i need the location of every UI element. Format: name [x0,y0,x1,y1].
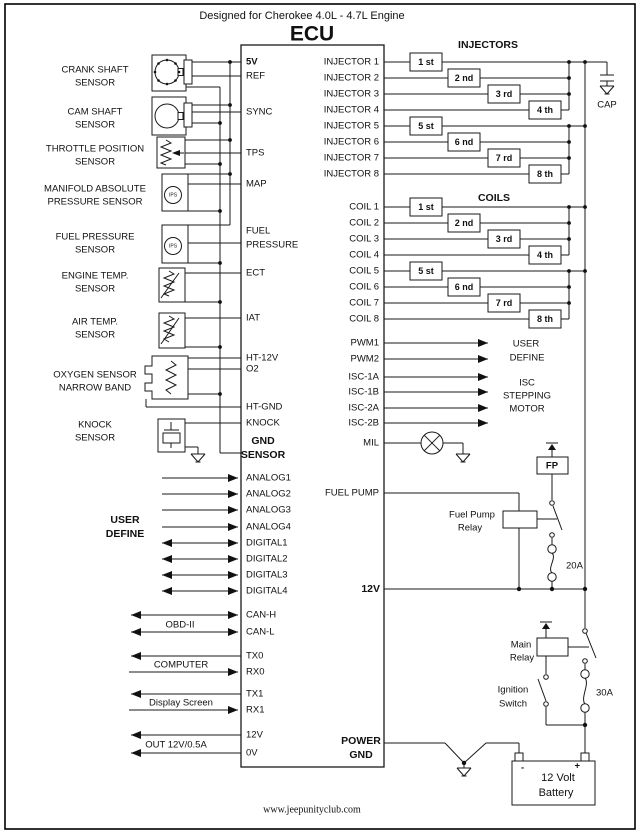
crank-shaft-sensor-icon [152,55,192,91]
ecu-left-pin: DIGITAL4 [246,585,288,597]
sensor-label: SENSOR [74,283,116,295]
isc-motor-label: STEPPING [502,390,552,402]
air-temp-sensor-icon [159,313,185,348]
sensor-label: SENSOR [74,119,116,131]
ignition-switch-label: Ignition [497,684,529,696]
ecu-right-pin: COIL 6 [349,281,379,293]
sensor-label: PRESSURE SENSOR [47,196,143,208]
sensor-label: SENSOR [74,156,116,168]
user-define-label: USER [110,514,140,526]
ecu-right-pin: COIL 7 [349,297,379,309]
display-screen-label: Display Screen [149,697,213,709]
cap-label: CAP [597,99,617,111]
main-relay-label: Main [510,639,532,651]
ecu-left-pin: ANALOG1 [246,472,291,484]
battery-label: Battery [538,787,574,799]
website-url: www.jeepunityclub.com [263,804,361,816]
ecu-right-pin: INJECTOR 3 [323,88,379,100]
ecu-left-pin: GND [251,435,275,447]
sensor-label: KNOCK [78,419,112,431]
fuel-pump-relay-label: Fuel Pump [449,509,495,521]
ecu-right-pin: MIL [363,437,379,449]
sensor-label: CRANK SHAFT [61,64,129,76]
firing-order-box: 1 st [418,202,434,212]
firing-order-box: 8 th [536,169,554,179]
ecu-right-pin: COIL 4 [349,249,379,261]
ecu-right-pin: INJECTOR 1 [323,56,379,68]
firing-order-box: 2 nd [454,73,474,83]
fuse-30a-label: 30A [596,687,613,699]
ecu-left-pin: O2 [246,363,259,375]
sensor-label: CAM SHAFT [67,106,123,118]
ecu-left-pin: FUEL [246,225,271,237]
ecu-left-pin: HT-GND [246,401,283,413]
cam-shaft-sensor-icon [152,97,192,135]
battery-minus-label: - [521,762,525,774]
isc-motor-label: MOTOR [509,403,545,415]
firing-order-box: 7 rd [495,298,513,308]
ecu-left-pin: RX1 [246,704,265,716]
page-title: Designed for Cherokee 4.0L - 4.7L Engine [199,10,405,22]
ecu-left-pin: 0V [246,747,258,759]
sensor-label: OXYGEN SENSOR [53,369,137,381]
ecu-left-pin: REF [246,70,265,82]
sensor-label: SENSOR [74,432,116,444]
ecu-left-pin: SYNC [246,106,273,118]
ecu-right-pin: ISC-2A [348,402,379,414]
fuel-pressure-sensor-icon [162,225,188,263]
firing-order-box: 3 rd [495,234,513,244]
ips-label: IPS [168,243,178,250]
firing-order-box: 2 nd [454,218,474,228]
ecu-right-pin: COIL 2 [349,217,379,229]
coils-section-title: COILS [477,192,511,204]
battery-plus-label: + [574,760,580,772]
ecu-left-pin: HT-12V [246,352,279,364]
firing-order-box: 6 nd [454,137,474,147]
ecu-right-pin: INJECTOR 2 [323,72,379,84]
user-define-right-label: DEFINE [509,352,545,364]
ecu-left-pin: CAN-H [246,609,277,621]
firing-order-box: 8 th [536,314,554,324]
fuel-pump-relay-label: Relay [457,522,483,534]
ecu-left-pin: CAN-L [246,626,275,638]
firing-order-box: 1 st [418,57,434,67]
user-define-right-label: USER [512,338,540,350]
ecu-right-pin: COIL 5 [349,265,379,277]
computer-label: COMPUTER [153,659,209,671]
fuse-20a-top [548,545,556,553]
sensor-label: ENGINE TEMP. [61,270,129,282]
sensor-label: MANIFOLD ABSOLUTE [44,183,146,195]
ecu-left-pin: 5V [246,56,258,68]
knock-sensor-icon [158,419,185,452]
firing-order-box: 7 rd [495,153,513,163]
ecu-right-pin: POWER [341,735,381,747]
fp-label: FP [545,460,559,472]
ecu-right-pin: PWM1 [350,337,379,349]
sensor-label: AIR TEMP. [71,316,119,328]
ecu-left-pin: IAT [246,312,261,324]
firing-order-box: 4 th [536,250,554,260]
map-sensor-icon [162,174,188,211]
throttle-position-sensor-icon [157,137,185,168]
sensor-label: SENSOR [74,244,116,256]
ecu-left-pin: ANALOG3 [246,504,291,516]
ecu-right-pin: ISC-2B [348,417,379,429]
ecu-right-pin: FUEL PUMP [324,487,379,499]
ecu-title: ECU [289,22,335,46]
sensor-label: SENSOR [74,77,116,89]
ecu-left-pin: 12V [246,729,263,741]
firing-order-box: 6 nd [454,282,474,292]
fuse-30a-bottom [581,704,589,712]
ecu-right-pin: PWM2 [350,353,379,365]
battery-label: 12 Volt [541,772,575,784]
ecu-left-pin: TPS [246,147,265,159]
sensor-label: FUEL PRESSURE [55,231,135,243]
ecu-left-pin: TX1 [246,688,264,700]
ecu-right-pin: ISC-1A [348,371,379,383]
firing-order-box: 3 rd [495,89,513,99]
sensor-label: NARROW BAND [58,382,132,394]
ecu-right-pin: 12V [361,583,380,595]
isc-motor-label: ISC [519,377,535,389]
ecu-right-pin: INJECTOR 7 [323,152,379,164]
fuse-20a-label: 20A [566,560,583,572]
ecu-left-pin: ECT [246,267,265,279]
firing-order-box: 5 st [418,266,434,276]
ecu-left-pin: DIGITAL3 [246,569,288,581]
ecu-right-pin: INJECTOR 6 [323,136,379,148]
ecu-right-pin: INJECTOR 5 [323,120,379,132]
main-relay-label: Relay [509,652,535,664]
user-define-label: DEFINE [105,528,145,540]
ecu-left-pin: KNOCK [246,417,280,429]
sensor-label: SENSOR [74,329,116,341]
fuse-20a-bottom [548,573,556,581]
fuel-pump-relay-coil [503,511,537,528]
out-12v-label: OUT 12V/0.5A [145,739,207,751]
battery-minus-terminal [515,753,523,761]
ecu-right-pin: INJECTOR 4 [323,104,379,116]
sensor-label: THROTTLE POSITION [45,143,145,155]
engine-temp-sensor-icon [159,268,185,302]
main-relay-coil [537,638,568,656]
ecu-right-pin: COIL 8 [349,313,379,325]
ecu-right-pin: INJECTOR 8 [323,168,379,180]
ecu-left-pin: PRESSURE [246,239,299,251]
obd-label: OBD-II [165,619,195,631]
ignition-switch-label: Switch [499,698,527,710]
fuse-30a-top [581,670,589,678]
ips-label: IPS [168,192,178,199]
ecu-left-pin: RX0 [246,666,265,678]
ecu-left-pin: DIGITAL1 [246,537,288,549]
ecu-right-pin: ISC-1B [348,386,379,398]
ecu-left-pin: TX0 [246,650,264,662]
firing-order-box: 4 th [536,105,554,115]
injectors-section-title: INJECTORS [458,39,518,51]
ecu-left-pin: ANALOG2 [246,488,291,500]
ecu-left-pin: DIGITAL2 [246,553,288,565]
ecu-left-pin: ANALOG4 [246,521,291,533]
ecu-right-pin: COIL 3 [349,233,379,245]
ecu-left-pin: MAP [246,178,267,190]
ecu-right-pin: GND [349,749,373,761]
battery-plus-terminal [581,753,589,761]
ecu-left-pin: SENSOR [240,449,286,461]
ecu-right-pin: COIL 1 [349,201,379,213]
firing-order-box: 5 st [418,121,434,131]
